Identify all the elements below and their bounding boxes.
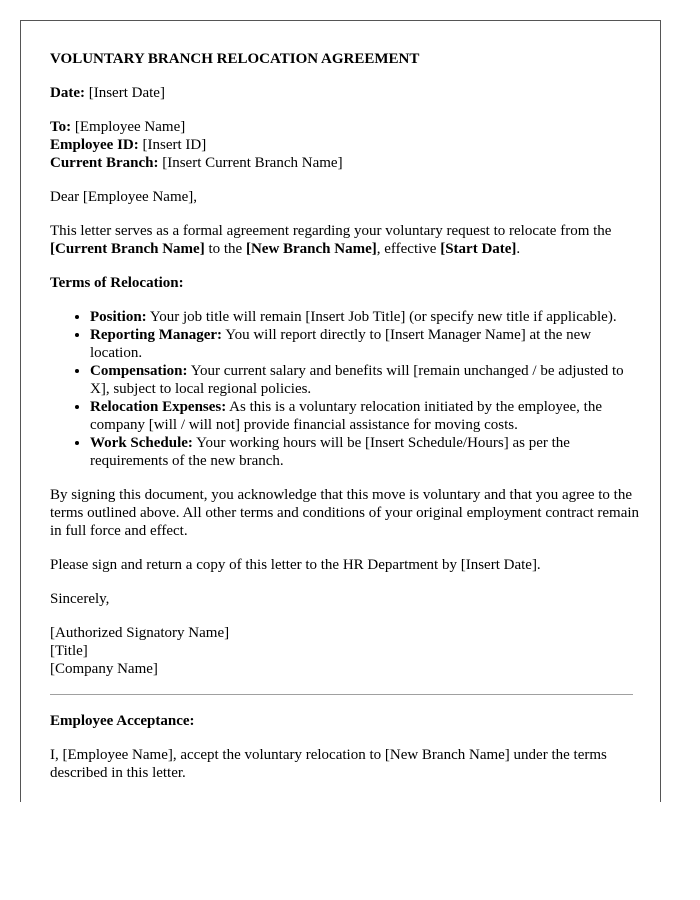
date-value: [Insert Date] [84, 85, 165, 101]
current-branch-label: Current Branch: [50, 155, 159, 171]
to-line [50, 118, 640, 136]
terms-heading [50, 274, 640, 292]
term-label: Compensation: [90, 363, 188, 379]
section-divider [50, 694, 633, 695]
signature-block [50, 624, 640, 678]
salutation: Dear [Employee Name], [50, 189, 198, 205]
intro-current-branch: [Current Branch Name] [50, 241, 205, 257]
signatory-company: [Company Name] [50, 661, 158, 677]
employee-id-label: Employee ID: [50, 137, 139, 153]
term-text: Your current salary and benefits will [remain unchanged / be adjusted to X], subject to local regional policies. [90, 363, 624, 397]
term-text: You will report directly to [Insert Manager Name] at the new location. [90, 327, 592, 361]
acknowledgement-paragraph: By signing this document, you acknowledge that this move is voluntary and that you agree to the terms outlined above. All other terms and conditions of your original employment contract remain in full force and effect. [50, 487, 640, 539]
employee-id-value: [Insert ID] [138, 137, 207, 153]
document-title: VOLUNTARY BRANCH RELOCATION AGREEMENT [50, 51, 420, 67]
to-value: [Employee Name] [71, 119, 186, 135]
acceptance-paragraph: I, [Employee Name], accept the voluntary relocation to [New Branch Name] under the terms described in this letter. [50, 747, 607, 781]
list-item [90, 362, 640, 398]
signatory-name: [Authorized Signatory Name] [50, 625, 230, 641]
intro-new-branch: [New Branch Name] [245, 241, 377, 257]
term-label: Work Schedule: [90, 435, 193, 451]
signatory-title: [Title] [50, 643, 88, 659]
closing: Sincerely, [50, 591, 110, 607]
document-page [20, 20, 661, 802]
letter-body [50, 50, 640, 798]
current-branch-line [50, 154, 640, 172]
intro-start-date: [Start Date] [440, 241, 517, 257]
instruction-paragraph: Please sign and return a copy of this letter to the HR Department by [Insert Date]. [50, 557, 541, 573]
intro-paragraph [50, 222, 640, 258]
term-label: Reporting Manager: [90, 327, 223, 343]
acceptance-heading-text: Employee Acceptance: [50, 713, 195, 729]
intro-text-3: , effective [376, 241, 441, 257]
date-line [50, 84, 640, 102]
term-label: Relocation Expenses: [90, 399, 227, 415]
term-text: Your job title will remain [Insert Job Title] (or specify new title if applicable). [146, 309, 617, 325]
intro-text-2: to the [204, 241, 246, 257]
list-item [90, 308, 640, 326]
term-text: As this is a voluntary relocation initiated by the employee, the company [will / will not] provide financial assistance for moving costs. [90, 399, 602, 433]
term-label: Position: [90, 309, 147, 325]
list-item [90, 326, 640, 362]
recipient-block [50, 118, 640, 172]
list-item [90, 398, 640, 434]
list-item [90, 434, 640, 470]
intro-text-4: . [516, 241, 521, 257]
date-label: Date: [50, 85, 85, 101]
employee-id-line [50, 136, 640, 154]
to-label: To: [50, 119, 72, 135]
term-text: Your working hours will be [Insert Schedule/Hours] as per the requirements of the new branch. [90, 435, 570, 469]
acceptance-heading [50, 712, 640, 730]
terms-heading-text: Terms of Relocation: [50, 275, 184, 291]
intro-text-1: This letter serves as a formal agreement regarding your voluntary request to relocate from the [50, 223, 612, 239]
current-branch-value: [Insert Current Branch Name] [158, 155, 343, 171]
terms-list [50, 308, 640, 470]
